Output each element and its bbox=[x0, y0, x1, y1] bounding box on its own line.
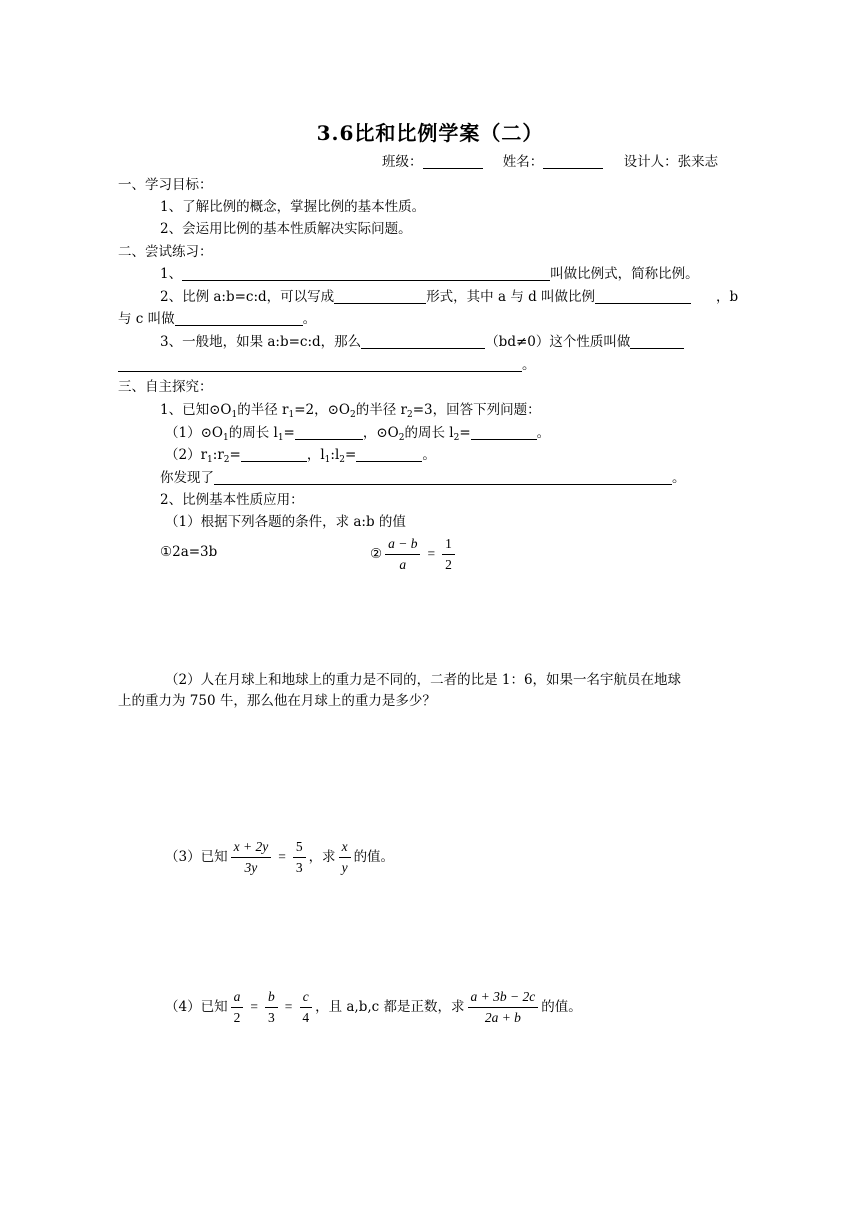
problem-text: = bbox=[229, 447, 241, 463]
subscript: 2 bbox=[453, 433, 460, 443]
numerator: c bbox=[300, 988, 312, 1008]
problem-text: 。 bbox=[422, 447, 436, 463]
problem-text: :l bbox=[330, 447, 340, 463]
exercise-text: 3、一般地，如果 a:b=c:d，那么 bbox=[160, 334, 362, 350]
exercise-text: 。 bbox=[302, 311, 317, 327]
problem-2-1-i: ①2a=3b bbox=[160, 544, 218, 560]
numerator: a bbox=[231, 988, 244, 1008]
denominator: 2a + b bbox=[484, 1009, 521, 1025]
subscript: 2 bbox=[339, 455, 346, 465]
numerator: 1 bbox=[442, 535, 455, 555]
denominator: a bbox=[399, 556, 407, 572]
numerator: x bbox=[339, 838, 351, 858]
denominator: y bbox=[341, 859, 348, 875]
subscript: 1 bbox=[231, 410, 238, 420]
problem-2-1: （1）根据下列各题的条件，求 a:b 的值 bbox=[165, 514, 406, 530]
numerator: a + 3b − 2c bbox=[468, 988, 539, 1008]
fraction bbox=[265, 988, 278, 1027]
page-title: 3.6比和比例学案（二） bbox=[316, 121, 544, 145]
answer-blank bbox=[214, 470, 672, 485]
problem-text: = bbox=[283, 425, 295, 441]
subscript: 1 bbox=[207, 455, 213, 465]
problem-text: 1、已知⊙O bbox=[160, 402, 232, 418]
exercise-text: 。 bbox=[522, 357, 536, 373]
section-heading: 一、学习目标： bbox=[118, 177, 213, 193]
problem-text: =2，⊙O bbox=[294, 402, 350, 418]
exercise-text: 叫做比例式，简称比例。 bbox=[550, 266, 699, 282]
problem-text: 。 bbox=[672, 470, 686, 486]
problem-2-3 bbox=[165, 833, 394, 881]
answer-blank bbox=[356, 447, 422, 462]
problem-text: 的值。 bbox=[541, 999, 582, 1015]
header-info bbox=[382, 153, 718, 171]
answer-blank bbox=[118, 357, 522, 372]
problem-text: 的值。 bbox=[353, 849, 395, 865]
numerator: b bbox=[265, 988, 278, 1008]
fraction bbox=[299, 988, 312, 1027]
equals-sign: = bbox=[278, 849, 286, 864]
fraction bbox=[293, 838, 306, 877]
equals-sign: = bbox=[427, 546, 436, 561]
section-heading: 三、自主探究： bbox=[118, 379, 213, 395]
circled-number: ② bbox=[370, 546, 383, 562]
subscript: 1 bbox=[222, 433, 229, 443]
problem-text: ，且 a,b,c 都是正数，求 bbox=[315, 999, 465, 1015]
answer-blank bbox=[295, 425, 363, 440]
problem-2: 2、比例基本性质应用： bbox=[160, 492, 304, 508]
exercise-2 bbox=[160, 288, 691, 306]
denominator: 3 bbox=[295, 859, 303, 875]
numerator: a − b bbox=[385, 535, 420, 555]
subscript: 1 bbox=[277, 433, 284, 443]
answer-blank bbox=[182, 266, 550, 281]
fraction bbox=[339, 838, 351, 877]
denominator: 2 bbox=[233, 1009, 241, 1025]
problem-text: （4）已知 bbox=[165, 999, 228, 1015]
exercise-text: 形式，其中 a 与 d 叫做比例 bbox=[426, 289, 596, 305]
exercise-3-cont bbox=[118, 356, 536, 374]
class-label: 班级： bbox=[382, 154, 423, 170]
designer-label: 设计人：张来志 bbox=[623, 154, 719, 170]
problem-text: = bbox=[459, 425, 471, 441]
equals-sign: = bbox=[250, 999, 258, 1014]
fraction bbox=[231, 988, 244, 1027]
subscript: 2 bbox=[406, 410, 413, 420]
problem-text: 的周长 l bbox=[404, 425, 454, 441]
problem-text: 的半径 r bbox=[355, 402, 407, 418]
problem-text: ，l bbox=[306, 447, 325, 463]
answer-blank bbox=[334, 289, 426, 304]
problem-text: 的半径 r bbox=[237, 402, 289, 418]
goal-item: 1、了解比例的概念，掌握比例的基本性质。 bbox=[160, 199, 426, 215]
denominator: 2 bbox=[445, 556, 452, 572]
exercise-3 bbox=[160, 333, 684, 351]
problem-2-2-cont: 上的重力为 750 牛，那么他在月球上的重力是多少？ bbox=[118, 693, 436, 709]
problem-2-1-ii bbox=[370, 530, 458, 578]
subscript: 2 bbox=[398, 433, 405, 443]
numerator: x + 2y bbox=[231, 838, 272, 858]
problem-text: 。 bbox=[536, 425, 551, 441]
problem-text: ，⊙O bbox=[362, 425, 399, 441]
exercise-text: 与 c 叫做 bbox=[118, 311, 175, 327]
name-label: 姓名： bbox=[502, 154, 544, 170]
section-heading: 二、尝试练习： bbox=[118, 244, 213, 260]
answer-blank bbox=[241, 447, 307, 462]
exercise-text: 2、比例 a:b=c:d，可以写成 bbox=[160, 289, 335, 305]
fraction bbox=[442, 535, 455, 574]
problem-text: = bbox=[345, 447, 357, 463]
answer-blank bbox=[471, 425, 537, 440]
exercise-text: （bd≠0）这个性质叫做 bbox=[485, 334, 631, 350]
equals-sign: = bbox=[284, 999, 293, 1014]
problem-text: 的周长 l bbox=[228, 425, 278, 441]
numerator: 5 bbox=[293, 838, 306, 858]
denominator: 4 bbox=[302, 1009, 310, 1025]
exercise-1 bbox=[160, 265, 699, 283]
answer-blank bbox=[175, 311, 303, 326]
answer-blank bbox=[630, 334, 684, 349]
subscript: 2 bbox=[349, 410, 356, 420]
problem-text: 你发现了 bbox=[160, 470, 214, 486]
fraction bbox=[231, 838, 272, 877]
exercise-2-cont bbox=[118, 310, 316, 328]
problem-text: （3）已知 bbox=[165, 849, 228, 865]
problem-text: :r bbox=[212, 447, 224, 463]
class-blank bbox=[423, 154, 483, 169]
denominator: 3 bbox=[267, 1009, 275, 1025]
subscript: 1 bbox=[288, 410, 295, 420]
problem-2-4 bbox=[165, 983, 582, 1031]
problem-text: =3，回答下列问题： bbox=[412, 402, 541, 418]
answer-blank bbox=[595, 289, 691, 304]
problem-text: （1）⊙O bbox=[165, 425, 223, 441]
name-blank bbox=[543, 154, 603, 169]
problem-text: ，求 bbox=[308, 849, 336, 865]
problem-1-3 bbox=[160, 469, 686, 487]
subscript: 1 bbox=[324, 455, 331, 465]
subscript: 2 bbox=[223, 455, 230, 465]
problem-1 bbox=[160, 401, 541, 419]
problem-1-2 bbox=[165, 446, 436, 464]
fraction bbox=[468, 988, 539, 1027]
exercise-text: 1、 bbox=[160, 266, 183, 282]
problem-1-1 bbox=[165, 424, 550, 442]
exercise-text: ，b bbox=[716, 289, 739, 305]
goal-item: 2、会运用比例的基本性质解决实际问题。 bbox=[160, 221, 412, 237]
problem-2-2: （2）人在月球上和地球上的重力是不同的，二者的比是 1：6，如果一名宇航员在地球 bbox=[165, 672, 682, 688]
denominator: 3y bbox=[244, 859, 258, 875]
fraction bbox=[385, 535, 420, 574]
problem-text: （2）r bbox=[165, 447, 208, 463]
answer-blank bbox=[361, 334, 485, 349]
